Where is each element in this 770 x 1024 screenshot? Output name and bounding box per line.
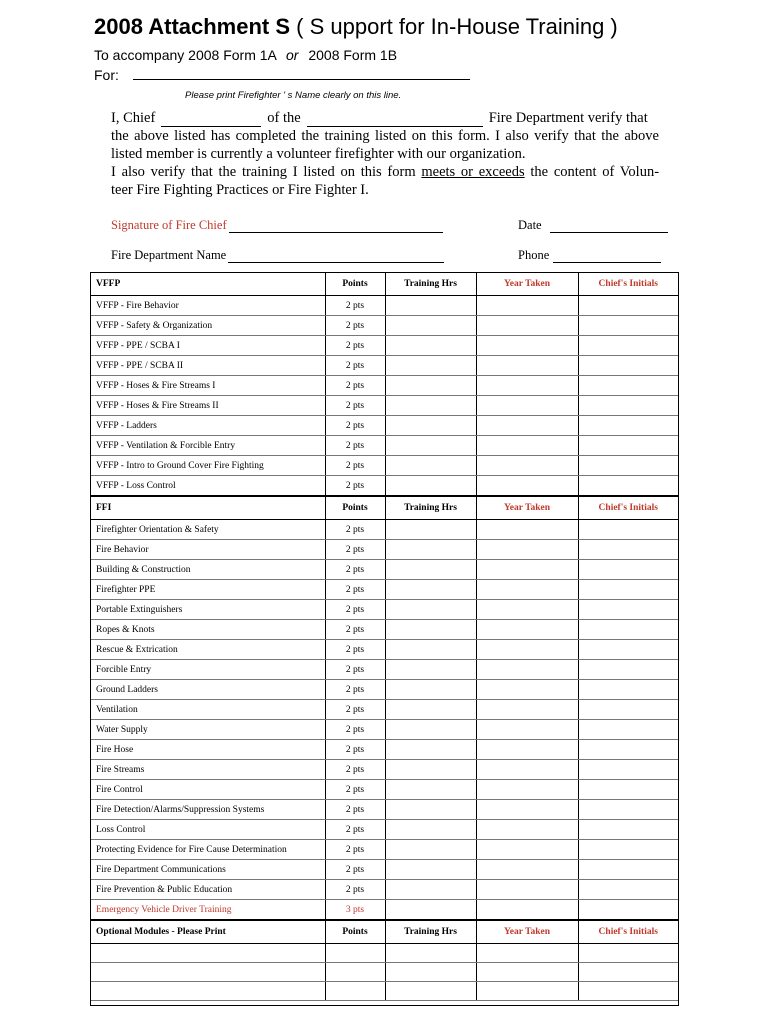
year-taken-cell[interactable] — [476, 376, 578, 396]
training-hrs-cell[interactable] — [385, 982, 476, 1001]
vffp-course-points: 2 pts — [325, 416, 385, 436]
optional-module-name-cell[interactable] — [91, 982, 325, 1001]
vffp-header-row — [91, 273, 678, 296]
chiefs-initials-cell[interactable] — [578, 640, 678, 660]
training-hrs-cell[interactable] — [385, 760, 476, 780]
table-row — [91, 416, 678, 436]
chiefs-initials-cell[interactable] — [578, 944, 678, 963]
ffi-course-name: Building & Construction — [91, 560, 325, 580]
title-paren: ( S upport for In-House Training ) — [296, 14, 618, 39]
vffp-course-name: VFFP - Intro to Ground Cover Fire Fighting — [91, 456, 325, 476]
vffp-course-name: VFFP - PPE / SCBA II — [91, 356, 325, 376]
chief-name-field[interactable] — [161, 113, 261, 127]
vffp-course-name: VFFP - Fire Behavior — [91, 296, 325, 316]
year-taken-column-header: Year Taken — [476, 273, 578, 296]
training-hrs-cell[interactable] — [385, 660, 476, 680]
optional-module-row — [91, 982, 678, 1001]
optional-module-row — [91, 963, 678, 982]
table-row — [91, 436, 678, 456]
training-hrs-cell[interactable] — [385, 840, 476, 860]
optional-section-label: Optional Modules - Please Print — [91, 920, 325, 944]
print-note: Please print Firefighter ' s Name clearly on this line. — [185, 90, 402, 101]
optional-header-row — [91, 920, 678, 944]
verify-line-4-a: I also verify that the training I listed on this form — [111, 164, 416, 180]
table-row — [91, 800, 678, 820]
dept-name-label: Fire Department Name — [111, 248, 227, 262]
signature-row — [111, 218, 443, 233]
table-row — [91, 660, 678, 680]
ffi-course-points: 2 pts — [325, 880, 385, 900]
chiefs-initials-cell[interactable] — [578, 580, 678, 600]
ffi-course-points: 2 pts — [325, 820, 385, 840]
year-taken-cell[interactable] — [476, 760, 578, 780]
chiefs-initials-cell[interactable] — [578, 700, 678, 720]
training-hrs-cell[interactable] — [385, 520, 476, 540]
vffp-course-points: 2 pts — [325, 316, 385, 336]
ffi-course-points: 2 pts — [325, 760, 385, 780]
year-taken-cell[interactable] — [476, 660, 578, 680]
ffi-course-name: Emergency Vehicle Driver Training — [91, 900, 325, 921]
chiefs-initials-cell[interactable] — [578, 740, 678, 760]
chiefs-initials-cell[interactable] — [578, 900, 678, 921]
ffi-course-points: 2 pts — [325, 740, 385, 760]
chiefs-initials-cell[interactable] — [578, 356, 678, 376]
ffi-course-name: Rescue & Extrication — [91, 640, 325, 660]
training-hrs-cell[interactable] — [385, 880, 476, 900]
ffi-course-name: Fire Hose — [91, 740, 325, 760]
year-taken-cell[interactable] — [476, 720, 578, 740]
table-row — [91, 456, 678, 476]
table-row — [91, 780, 678, 800]
ffi-course-name: Fire Behavior — [91, 540, 325, 560]
ffi-course-points: 2 pts — [325, 640, 385, 660]
date-row — [518, 218, 668, 233]
vffp-course-name: VFFP - Ladders — [91, 416, 325, 436]
table-row — [91, 860, 678, 880]
chiefs-initials-cell[interactable] — [578, 376, 678, 396]
training-hrs-cell[interactable] — [385, 600, 476, 620]
chiefs-initials-cell[interactable] — [578, 336, 678, 356]
training-hrs-column-header: Training Hrs — [385, 920, 476, 944]
training-hrs-cell[interactable] — [385, 376, 476, 396]
optional-module-row — [91, 944, 678, 963]
year-taken-cell[interactable] — [476, 860, 578, 880]
vffp-course-points: 2 pts — [325, 456, 385, 476]
signature-label: Signature of Fire Chief — [111, 218, 227, 232]
year-taken-cell[interactable] — [476, 356, 578, 376]
training-hrs-cell[interactable] — [385, 436, 476, 456]
year-taken-cell[interactable] — [476, 680, 578, 700]
ffi-course-points: 2 pts — [325, 620, 385, 640]
training-hrs-cell[interactable] — [385, 780, 476, 800]
chiefs-initials-cell[interactable] — [578, 620, 678, 640]
table-row — [91, 680, 678, 700]
chiefs-initials-cell[interactable] — [578, 520, 678, 540]
ffi-course-name: Firefighter Orientation & Safety — [91, 520, 325, 540]
accompany-form-1a: To accompany 2008 Form 1A — [94, 47, 277, 63]
ffi-course-name: Portable Extinguishers — [91, 600, 325, 620]
accompany-line — [94, 47, 397, 63]
ffi-course-name: Ventilation — [91, 700, 325, 720]
vffp-course-name: VFFP - Ventilation & Forcible Entry — [91, 436, 325, 456]
table-row — [91, 820, 678, 840]
ffi-section-label: FFI — [91, 496, 325, 520]
verify-i-chief: I, Chief — [111, 110, 156, 126]
for-label: For: — [94, 67, 119, 83]
year-taken-cell[interactable] — [476, 800, 578, 820]
ffi-course-name: Ropes & Knots — [91, 620, 325, 640]
optional-points-cell[interactable] — [325, 963, 385, 982]
chiefs-initials-cell[interactable] — [578, 820, 678, 840]
ffi-course-name: Loss Control — [91, 820, 325, 840]
chiefs-initials-cell[interactable] — [578, 296, 678, 316]
table-row — [91, 600, 678, 620]
ffi-course-name: Ground Ladders — [91, 680, 325, 700]
year-taken-cell[interactable] — [476, 963, 578, 982]
year-taken-cell[interactable] — [476, 740, 578, 760]
training-hrs-column-header: Training Hrs — [385, 273, 476, 296]
chiefs-initials-cell[interactable] — [578, 880, 678, 900]
optional-module-name-cell[interactable] — [91, 963, 325, 982]
year-taken-cell[interactable] — [476, 600, 578, 620]
table-row — [91, 620, 678, 640]
chiefs-initials-cell[interactable] — [578, 963, 678, 982]
ffi-course-points: 2 pts — [325, 860, 385, 880]
chiefs-initials-cell[interactable] — [578, 416, 678, 436]
ffi-course-points: 2 pts — [325, 660, 385, 680]
ffi-course-points: 2 pts — [325, 540, 385, 560]
training-hrs-cell[interactable] — [385, 316, 476, 336]
ffi-course-name: Firefighter PPE — [91, 580, 325, 600]
optional-module-name-cell[interactable] — [91, 944, 325, 963]
chiefs-initials-column-header: Chief's Initials — [578, 920, 678, 944]
department-field[interactable] — [307, 113, 483, 127]
chiefs-initials-cell[interactable] — [578, 760, 678, 780]
points-column-header: Points — [325, 273, 385, 296]
vffp-course-points: 2 pts — [325, 336, 385, 356]
date-label: Date — [518, 218, 542, 232]
vffp-course-points: 2 pts — [325, 436, 385, 456]
chiefs-initials-cell[interactable] — [578, 396, 678, 416]
table-row — [91, 356, 678, 376]
training-hrs-cell[interactable] — [385, 580, 476, 600]
optional-points-cell[interactable] — [325, 944, 385, 963]
year-taken-cell[interactable] — [476, 580, 578, 600]
training-hrs-cell[interactable] — [385, 680, 476, 700]
vffp-course-name: VFFP - Safety & Organization — [91, 316, 325, 336]
points-column-header: Points — [325, 496, 385, 520]
chiefs-initials-cell[interactable] — [578, 720, 678, 740]
training-hrs-cell[interactable] — [385, 640, 476, 660]
dept-name-row — [111, 248, 444, 263]
optional-points-cell[interactable] — [325, 982, 385, 1001]
year-taken-cell[interactable] — [476, 396, 578, 416]
verify-line-3: listed member is currently a volunteer firefighter with our organization. — [111, 146, 526, 162]
chiefs-initials-cell[interactable] — [578, 456, 678, 476]
training-hrs-cell[interactable] — [385, 700, 476, 720]
year-taken-cell[interactable] — [476, 436, 578, 456]
year-taken-cell[interactable] — [476, 982, 578, 1001]
points-column-header: Points — [325, 920, 385, 944]
training-hrs-cell[interactable] — [385, 720, 476, 740]
year-taken-cell[interactable] — [476, 620, 578, 640]
year-taken-cell[interactable] — [476, 560, 578, 580]
ffi-course-points: 2 pts — [325, 720, 385, 740]
table-row — [91, 900, 678, 921]
vffp-course-name: VFFP - Hoses & Fire Streams I — [91, 376, 325, 396]
chiefs-initials-cell[interactable] — [578, 680, 678, 700]
table-row — [91, 640, 678, 660]
chiefs-initials-cell[interactable] — [578, 780, 678, 800]
vffp-course-points: 2 pts — [325, 476, 385, 497]
chiefs-initials-cell[interactable] — [578, 800, 678, 820]
year-taken-cell[interactable] — [476, 780, 578, 800]
chiefs-initials-cell[interactable] — [578, 476, 678, 497]
page-title — [94, 14, 618, 40]
table-row — [91, 740, 678, 760]
training-hrs-cell[interactable] — [385, 356, 476, 376]
phone-field[interactable] — [553, 252, 661, 263]
ffi-course-name: Fire Control — [91, 780, 325, 800]
year-taken-cell[interactable] — [476, 640, 578, 660]
training-hrs-cell[interactable] — [385, 820, 476, 840]
chiefs-initials-cell[interactable] — [578, 982, 678, 1001]
training-hrs-cell[interactable] — [385, 963, 476, 982]
year-taken-column-header: Year Taken — [476, 496, 578, 520]
year-taken-cell[interactable] — [476, 820, 578, 840]
ffi-course-name: Water Supply — [91, 720, 325, 740]
table-row — [91, 700, 678, 720]
training-hrs-cell[interactable] — [385, 800, 476, 820]
year-taken-column-header: Year Taken — [476, 920, 578, 944]
training-hrs-cell[interactable] — [385, 456, 476, 476]
table-row — [91, 840, 678, 860]
phone-label: Phone — [518, 248, 550, 262]
training-hrs-cell[interactable] — [385, 560, 476, 580]
accompany-form-1b: 2008 Form 1B — [308, 47, 398, 63]
chiefs-initials-cell[interactable] — [578, 540, 678, 560]
signature-field[interactable] — [229, 222, 443, 233]
table-row — [91, 560, 678, 580]
vffp-course-name: VFFP - Loss Control — [91, 476, 325, 497]
ffi-course-name: Fire Detection/Alarms/Suppression Systems — [91, 800, 325, 820]
training-hrs-cell[interactable] — [385, 620, 476, 640]
verify-line-2: the above listed has completed the training listed on this form. I also verify that the above — [111, 128, 659, 144]
training-hrs-cell[interactable] — [385, 900, 476, 921]
training-hrs-cell[interactable] — [385, 860, 476, 880]
training-hrs-cell[interactable] — [385, 540, 476, 560]
year-taken-cell[interactable] — [476, 296, 578, 316]
verify-line-4 — [111, 163, 659, 181]
training-table — [90, 272, 679, 1006]
chiefs-initials-cell[interactable] — [578, 860, 678, 880]
ffi-course-name: Fire Streams — [91, 760, 325, 780]
verify-line-5: teer Fire Fighting Practices or Fire Fighter I. — [111, 182, 369, 198]
year-taken-cell[interactable] — [476, 540, 578, 560]
ffi-course-points: 2 pts — [325, 680, 385, 700]
year-taken-cell[interactable] — [476, 476, 578, 497]
table-row — [91, 476, 678, 497]
chiefs-initials-cell[interactable] — [578, 660, 678, 680]
chiefs-initials-column-header: Chief's Initials — [578, 273, 678, 296]
ffi-course-points: 2 pts — [325, 840, 385, 860]
table-row — [91, 760, 678, 780]
title-main: 2008 Attachment S — [94, 14, 291, 39]
year-taken-cell[interactable] — [476, 840, 578, 860]
training-hrs-cell[interactable] — [385, 740, 476, 760]
table-row — [91, 540, 678, 560]
training-hrs-cell[interactable] — [385, 416, 476, 436]
year-taken-cell[interactable] — [476, 416, 578, 436]
table-row — [91, 396, 678, 416]
year-taken-cell[interactable] — [476, 900, 578, 921]
table-row — [91, 336, 678, 356]
phone-row — [518, 248, 661, 263]
ffi-course-points: 2 pts — [325, 700, 385, 720]
ffi-course-name: Fire Prevention & Public Education — [91, 880, 325, 900]
year-taken-cell[interactable] — [476, 456, 578, 476]
year-taken-cell[interactable] — [476, 700, 578, 720]
accompany-or: or — [286, 47, 299, 63]
ffi-course-points: 3 pts — [325, 900, 385, 921]
verification-statement — [111, 109, 659, 199]
ffi-header-row — [91, 496, 678, 520]
table-row — [91, 296, 678, 316]
chiefs-initials-cell[interactable] — [578, 316, 678, 336]
ffi-course-points: 2 pts — [325, 560, 385, 580]
table-row — [91, 720, 678, 740]
ffi-course-name: Fire Department Communications — [91, 860, 325, 880]
ffi-course-points: 2 pts — [325, 800, 385, 820]
vffp-course-points: 2 pts — [325, 356, 385, 376]
firefighter-name-field[interactable] — [133, 79, 470, 80]
verify-of-the: of the — [267, 110, 301, 126]
training-hrs-cell[interactable] — [385, 336, 476, 356]
verify-dept-text: Fire Department verify that — [488, 110, 648, 126]
year-taken-cell[interactable] — [476, 944, 578, 963]
dept-name-field[interactable] — [228, 252, 444, 263]
vffp-course-points: 2 pts — [325, 396, 385, 416]
chiefs-initials-column-header: Chief's Initials — [578, 496, 678, 520]
ffi-course-points: 2 pts — [325, 580, 385, 600]
year-taken-cell[interactable] — [476, 880, 578, 900]
chiefs-initials-cell[interactable] — [578, 560, 678, 580]
year-taken-cell[interactable] — [476, 520, 578, 540]
date-field[interactable] — [550, 222, 668, 233]
meets-or-exceeds: meets or exceeds — [421, 164, 525, 180]
table-row — [91, 376, 678, 396]
training-hrs-cell[interactable] — [385, 944, 476, 963]
training-hrs-cell[interactable] — [385, 396, 476, 416]
table-row — [91, 520, 678, 540]
vffp-section-label: VFFP — [91, 273, 325, 296]
table-row — [91, 580, 678, 600]
verify-line-4-b: the content of Volun- — [530, 164, 660, 180]
training-hrs-column-header: Training Hrs — [385, 496, 476, 520]
training-hrs-cell[interactable] — [385, 296, 476, 316]
chiefs-initials-cell[interactable] — [578, 600, 678, 620]
vffp-course-name: VFFP - Hoses & Fire Streams II — [91, 396, 325, 416]
chiefs-initials-cell[interactable] — [578, 840, 678, 860]
table-row — [91, 316, 678, 336]
vffp-course-name: VFFP - PPE / SCBA I — [91, 336, 325, 356]
ffi-course-name: Forcible Entry — [91, 660, 325, 680]
ffi-course-points: 2 pts — [325, 520, 385, 540]
vffp-course-points: 2 pts — [325, 296, 385, 316]
chiefs-initials-cell[interactable] — [578, 436, 678, 456]
ffi-course-points: 2 pts — [325, 600, 385, 620]
table-row — [91, 880, 678, 900]
ffi-course-name: Protecting Evidence for Fire Cause Determination — [91, 840, 325, 860]
year-taken-cell[interactable] — [476, 336, 578, 356]
training-hrs-cell[interactable] — [385, 476, 476, 497]
year-taken-cell[interactable] — [476, 316, 578, 336]
vffp-course-points: 2 pts — [325, 376, 385, 396]
ffi-course-points: 2 pts — [325, 780, 385, 800]
